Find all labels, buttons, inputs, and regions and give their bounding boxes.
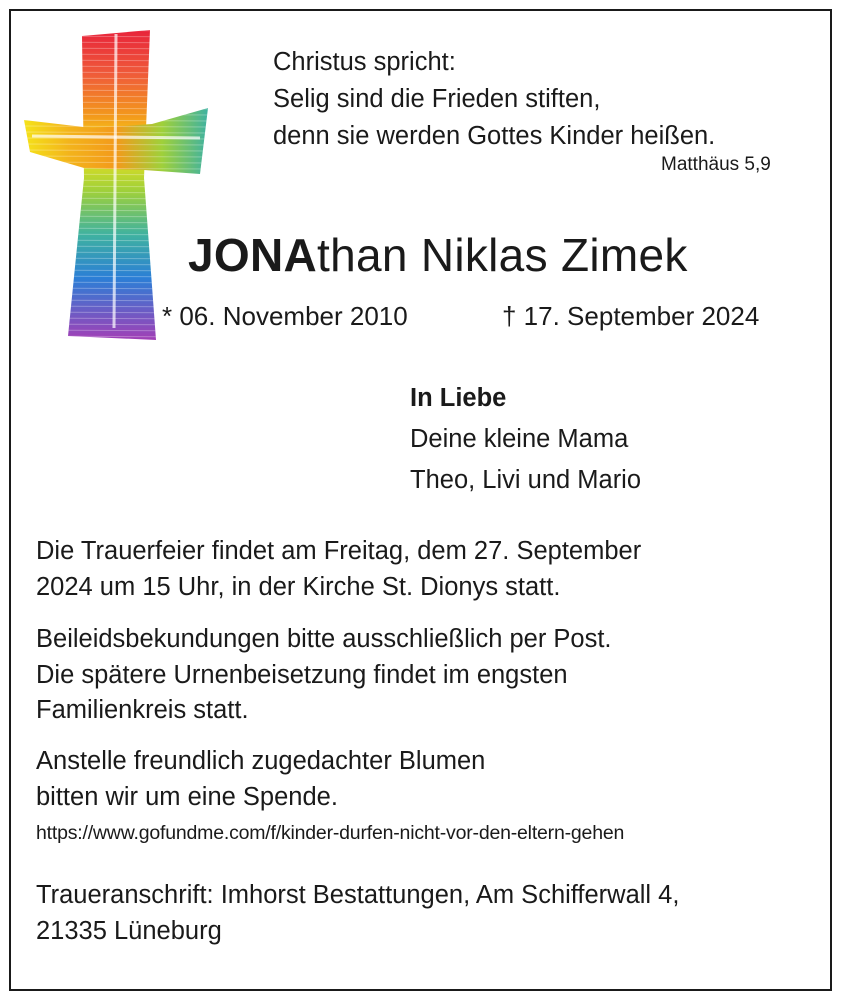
bible-reference: Matthäus 5,9 [661,154,771,175]
name-caps-part: JONA [188,229,318,281]
deceased-name [188,228,688,282]
address-line: Traueranschrift: Imhorst Bestattungen, Am Schifferwall 4, [36,881,680,909]
mourner-line: Deine kleine Mama [410,425,629,453]
mourners-heading: In Liebe [410,384,507,412]
donation-info [36,744,485,815]
condolence-info [36,622,612,729]
mourners-block [410,378,641,501]
donation-line: bitten wir um eine Spende. [36,782,338,811]
quote-line: Selig sind die Frieden stiften, [273,85,601,113]
condolence-line: Beileidsbekundungen bitte ausschließlich per Post. [36,625,612,653]
condolence-line: Die spätere Urnenbeisetzung findet im engsten [36,660,568,689]
condolence-line: Familienkreis statt. [36,696,249,724]
mourning-address [36,878,679,949]
quote-line: denn sie werden Gottes Kinder heißen. [273,122,716,150]
death-date: † 17. September 2024 [502,301,760,331]
quote-line: Christus spricht: [273,48,456,76]
name-rest: than Niklas Zimek [317,229,688,281]
rainbow-cross-icon [22,28,210,343]
funeral-line: 2024 um 15 Uhr, in der Kirche St. Dionys statt. [36,572,561,601]
funeral-info [36,534,641,605]
donation-line: Anstelle freundlich zugedachter Blumen [36,747,486,775]
funeral-line: Die Trauerfeier findet am Freitag, dem 27. September [36,537,642,565]
birth-date: * 06. November 2010 [162,301,408,331]
bible-quote [273,44,715,155]
address-line: 21335 Lüneburg [36,916,222,945]
mourner-line: Theo, Livi und Mario [410,466,642,494]
donation-link[interactable]: https://www.gofundme.com/f/kinder-durfen-nicht-vor-den-eltern-gehen [36,822,625,844]
